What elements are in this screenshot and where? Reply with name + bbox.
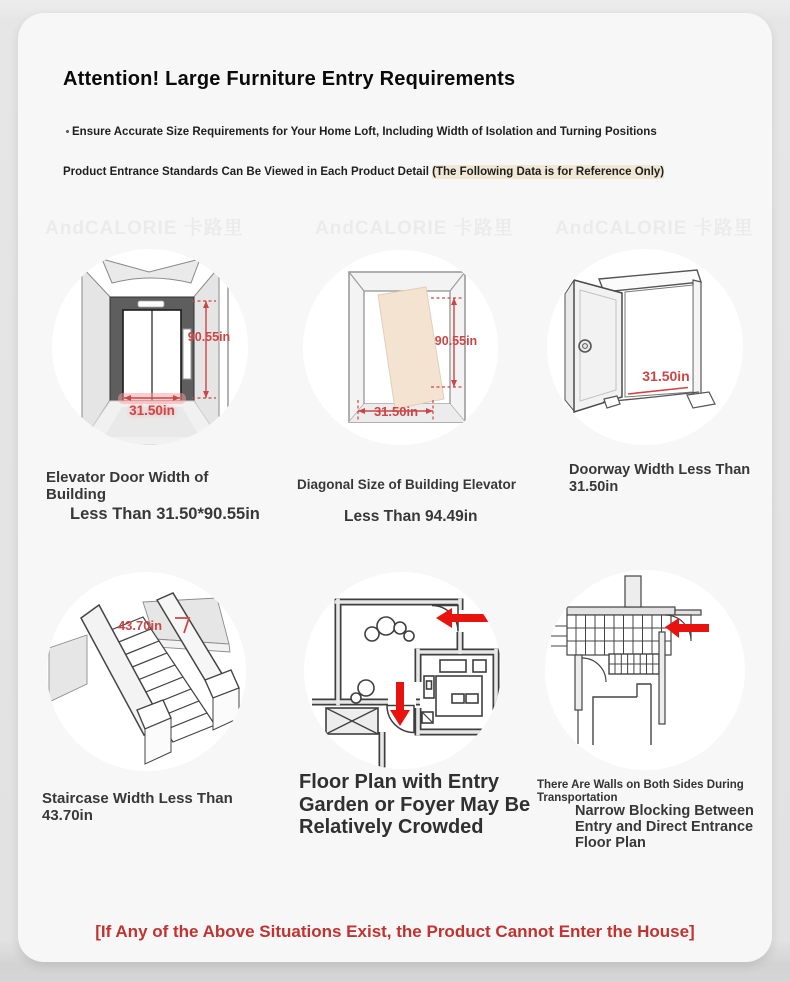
dimension-label-width: 31.50in <box>642 368 690 384</box>
bullet-size-requirements-text: Ensure Accurate Size Requirements for Your Home Loft, Including Width of Isolation and Turning Positions <box>72 126 657 138</box>
dimension-label-height: 90.55in <box>434 334 478 348</box>
walls-both-sides-illustration <box>545 570 745 770</box>
brand-watermark: AndCALORIE 卡路里 <box>45 218 244 239</box>
dimension-label-width: 31.50in <box>129 403 175 418</box>
figure-elevator-door <box>52 249 248 445</box>
caption-floor-plan-foyer: Floor Plan with Entry Garden or Foyer May Be Relatively Crowded <box>299 771 531 839</box>
caption-doorway: Doorway Width Less Than 31.50in <box>569 462 751 495</box>
figure-walls-both-sides <box>545 570 745 770</box>
brand-watermark: AndCALORIE 卡路里 <box>555 218 754 239</box>
figure-staircase <box>47 572 246 771</box>
caption-staircase: Staircase Width Less Than 43.70in <box>42 790 233 825</box>
figure-elevator-diagonal <box>303 250 498 445</box>
warning-message: [If Any of the Above Situations Exist, the Product Cannot Enter the House] <box>95 922 695 941</box>
bullet-size-requirements <box>66 126 657 138</box>
note-walls-both-sides: There Are Walls on Both Sides During Transportation <box>537 779 744 805</box>
dimension-label-width: 31.50in <box>373 404 419 419</box>
bullet-entrance-standards-highlight: (The Following Data is for Reference Only) <box>432 166 665 178</box>
detail-elevator-door: Less Than 31.50*90.55in <box>70 505 260 523</box>
caption-walls-both-sides: Narrow Blocking Between Entry and Direct Entrance Floor Plan <box>575 803 754 852</box>
bullet-dot-icon <box>66 130 69 133</box>
bullet-entrance-standards <box>63 166 664 178</box>
staircase-illustration <box>47 572 246 771</box>
doorway-illustration <box>547 249 743 445</box>
dimension-label-height: 90.55in <box>187 330 231 344</box>
brand-watermark: AndCALORIE 卡路里 <box>315 218 514 239</box>
floor-plan-foyer-illustration <box>304 572 501 769</box>
figure-doorway <box>547 249 743 445</box>
content-card <box>18 13 772 962</box>
caption-elevator-diagonal: Diagonal Size of Building Elevator <box>297 477 517 492</box>
figure-floor-plan-foyer <box>304 572 501 769</box>
bullet-entrance-standards-text: Product Entrance Standards Can Be Viewed in Each Product Detail <box>63 166 433 178</box>
caption-elevator-door: Elevator Door Width of Building <box>46 469 209 504</box>
page-title: Attention! Large Furniture Entry Requirements <box>63 68 516 90</box>
dimension-label-width: 43.70in <box>117 618 163 633</box>
detail-elevator-diagonal: Less Than 94.49in <box>344 508 478 525</box>
